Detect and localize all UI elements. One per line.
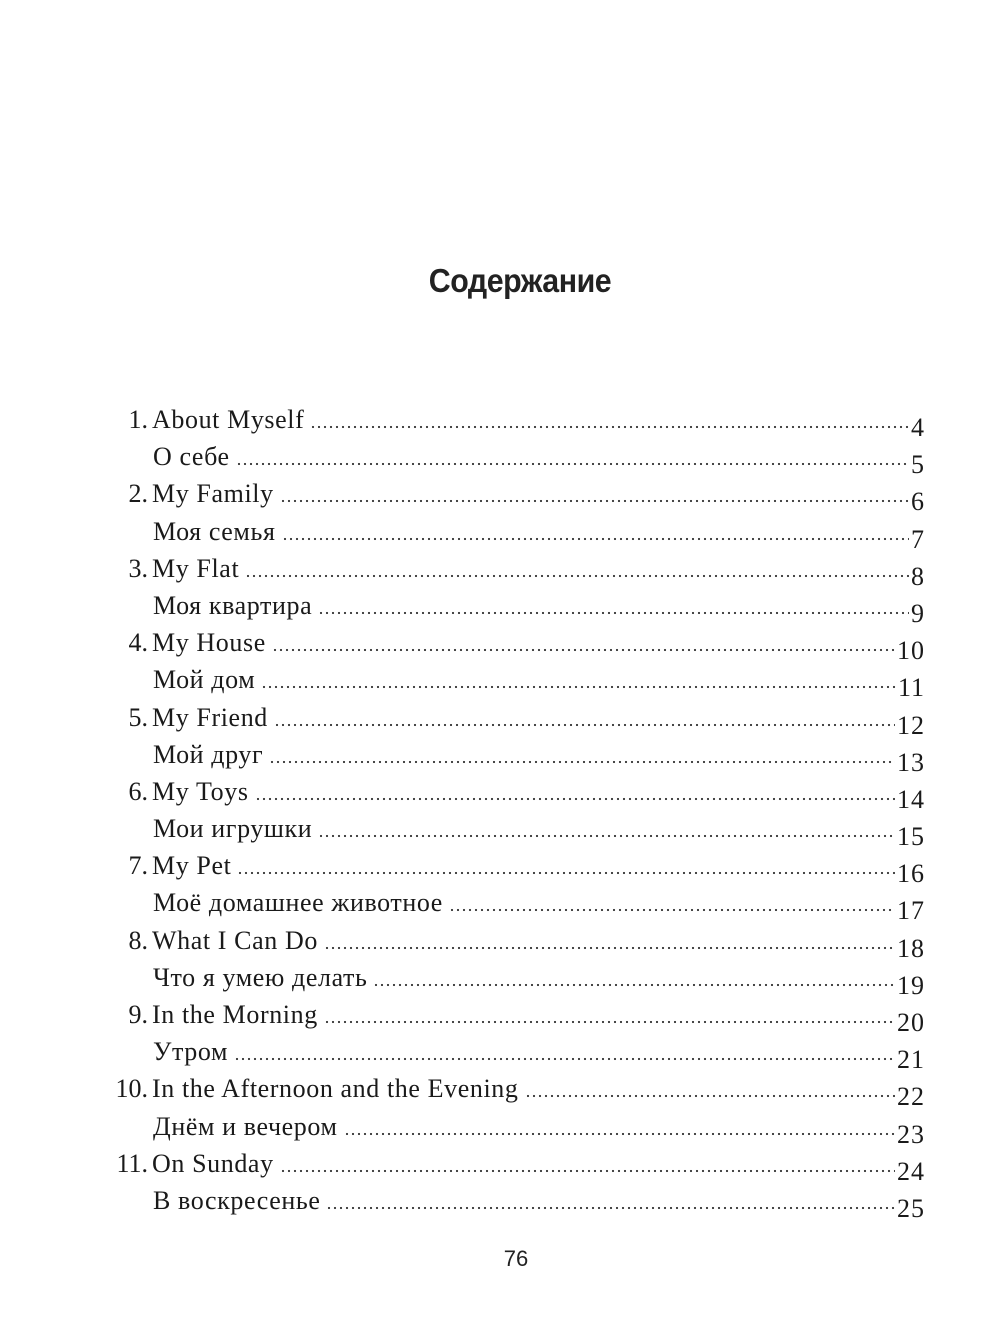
toc-entry-title: In the Morning [152, 1000, 318, 1029]
toc-entry[interactable] [0, 513, 1000, 554]
toc-entry[interactable] [0, 959, 1000, 1000]
toc-entry-number: 9. [128, 1000, 148, 1029]
toc-entry[interactable] [0, 661, 1000, 703]
toc-entry-page: 8 [911, 561, 925, 591]
toc-entry-page: 23 [897, 1119, 925, 1149]
toc-entry-number: 7. [128, 851, 148, 881]
toc-entry-page: 14 [897, 784, 925, 814]
toc-entry[interactable] [0, 1108, 1000, 1149]
toc-entry-number: 4. [128, 628, 148, 658]
toc-entry-number: 2. [128, 479, 148, 509]
toc-entry-title: My Toys [152, 776, 249, 806]
toc-dot-leader [280, 493, 909, 503]
toc-entry-title: Моя семья [153, 516, 276, 546]
toc-entry-title: Днём и вечером [153, 1111, 338, 1141]
toc-entry-title: Мой друг [153, 739, 264, 769]
toc-entry-title: В воскресенье [153, 1185, 321, 1215]
toc-entry-page: 19 [897, 970, 925, 1000]
toc-entry-page: 15 [897, 822, 925, 852]
toc-entry-page: 12 [897, 710, 925, 740]
toc-entry-title: In the Afternoon and the Evening [152, 1074, 519, 1104]
toc-entry[interactable] [0, 810, 1000, 852]
toc-dot-leader [525, 1088, 896, 1098]
toc-dot-leader [344, 1126, 895, 1136]
toc-dot-leader [269, 754, 895, 764]
toc-dot-leader [272, 642, 895, 652]
toc-dot-leader [261, 679, 896, 689]
toc-entry-number: 8. [128, 925, 148, 955]
toc-dot-leader [324, 940, 895, 950]
toc-entry-title: On Sunday [152, 1148, 274, 1178]
toc-entry-page: 5 [911, 450, 925, 480]
toc-dot-leader [324, 1014, 895, 1024]
toc-entry-title: О себе [153, 442, 230, 472]
toc-dot-leader [245, 568, 909, 578]
toc-entry-title: Что я умею делать [153, 962, 368, 992]
toc-dot-leader [318, 828, 895, 838]
toc-entry[interactable] [0, 1070, 1000, 1112]
toc-dot-leader [449, 902, 895, 912]
toc-entry[interactable] [0, 550, 1000, 591]
toc-entry-page: 7 [911, 524, 925, 554]
toc-entry-title: My House [152, 628, 266, 658]
toc-entry-page: 13 [897, 747, 925, 777]
toc-dot-leader [255, 791, 895, 801]
toc-entry-number: 11. [116, 1148, 148, 1178]
toc-entry-page: 25 [897, 1193, 925, 1223]
toc-entry-page: 18 [897, 933, 925, 963]
toc-entry[interactable] [0, 922, 1000, 963]
toc-entry[interactable] [0, 1145, 1000, 1186]
toc-entry[interactable] [0, 587, 1000, 628]
toc-dot-leader [282, 531, 909, 541]
toc-entry-title: Мои игрушки [153, 814, 313, 844]
toc-dot-leader [280, 1163, 895, 1173]
toc-entry-page: 17 [897, 896, 925, 926]
toc-entry[interactable] [0, 847, 1000, 889]
toc-entry-title: My Friend [152, 702, 268, 732]
toc-entry-page: 4 [911, 413, 925, 442]
toc-dot-leader [318, 605, 909, 615]
toc-dot-leader [237, 865, 895, 875]
toc-entry-number: 3. [128, 553, 148, 583]
toc-entry[interactable] [0, 736, 1000, 777]
toc-entry[interactable] [0, 438, 1000, 480]
toc-entry-page: 16 [897, 859, 925, 889]
toc-dot-leader [326, 1200, 895, 1210]
toc-entry-title: About Myself [152, 405, 305, 434]
toc-entry[interactable] [0, 996, 1000, 1037]
toc-dot-leader [234, 1051, 895, 1061]
toc-dot-leader [373, 977, 895, 987]
toc-entry-page: 6 [911, 487, 925, 517]
toc-entry-page: 9 [911, 598, 925, 628]
toc-entry[interactable] [0, 475, 1000, 517]
toc-entry-page: 20 [897, 1008, 925, 1037]
toc-entry-title: My Family [152, 479, 274, 509]
toc-entry-number: 1. [128, 405, 148, 434]
toc-entry-title: What I Can Do [152, 925, 318, 955]
toc-entry-page: 21 [897, 1045, 925, 1075]
toc-entry-title: My Pet [152, 851, 232, 881]
toc-entry[interactable] [0, 1182, 1000, 1223]
page-number: 76 [503, 1246, 529, 1271]
toc-entry-title: Моё домашнее животное [153, 888, 443, 918]
toc-dot-leader [310, 419, 909, 429]
toc-entry-page: 11 [897, 673, 925, 703]
toc-entry-number: 5. [128, 702, 148, 732]
toc-entry-page: 10 [897, 636, 925, 666]
toc-entry-title: Утром [153, 1037, 229, 1067]
toc-entry-page: 22 [897, 1082, 925, 1112]
page-title: Содержание [428, 262, 612, 299]
toc-entry[interactable] [0, 699, 1000, 740]
toc-entry-page: 24 [897, 1156, 925, 1186]
toc-entry-title: Мой дом [153, 665, 256, 695]
toc-dot-leader [236, 456, 909, 466]
toc-dot-leader [274, 717, 895, 727]
toc-entry-title: Моя квартира [153, 590, 313, 620]
toc-entry-number: 6. [128, 776, 148, 806]
toc-entry[interactable] [0, 1033, 1000, 1075]
toc-entry[interactable] [0, 401, 1000, 442]
toc-entry[interactable] [0, 884, 1000, 926]
table-of-contents [0, 401, 1000, 1223]
toc-entry-title: My Flat [152, 553, 240, 583]
toc-entry[interactable] [0, 773, 1000, 814]
toc-entry[interactable] [0, 624, 1000, 666]
toc-entry-number: 10. [115, 1074, 148, 1104]
